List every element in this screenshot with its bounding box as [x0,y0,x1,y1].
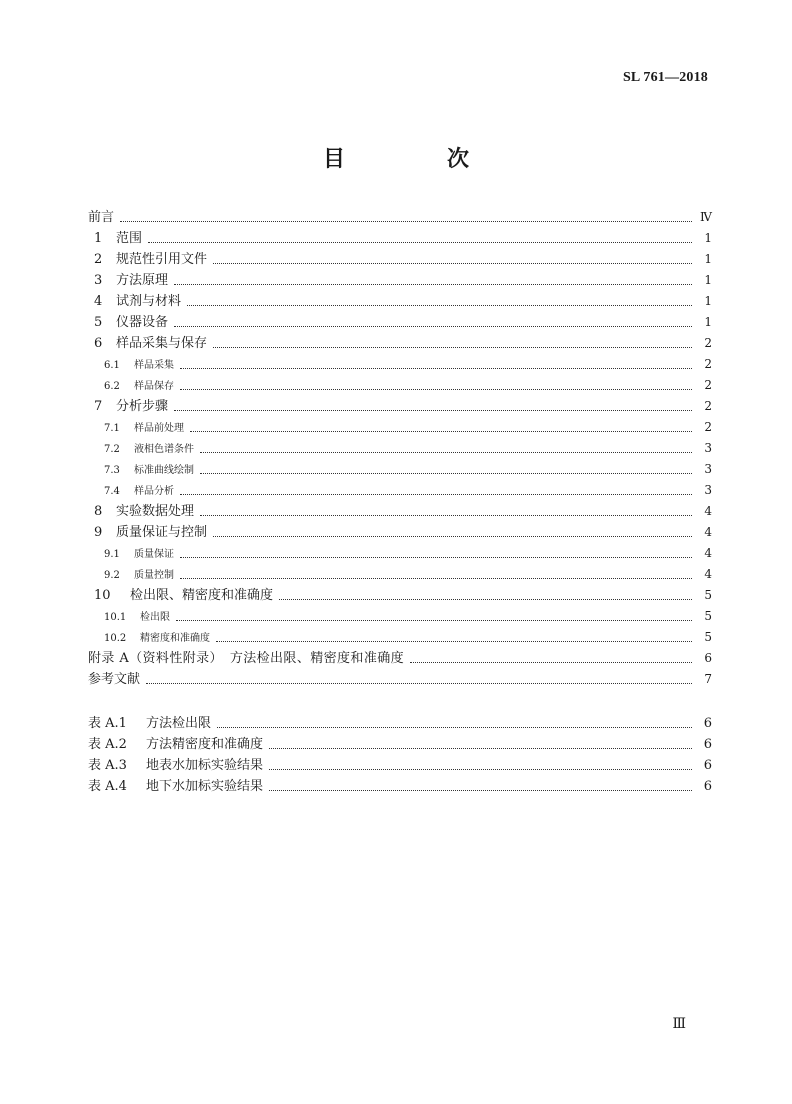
toc-entry-label: 附录 A（资料性附录） 方法检出限、精密度和准确度 [88,651,405,666]
toc-entry-7-2[interactable] [88,438,712,459]
table-entry-a4[interactable] [88,776,712,797]
table-entry-label: 方法检出限 [146,716,212,731]
toc-entry-page: 6 [704,651,712,665]
toc-entry-page: Ⅳ [700,210,712,224]
toc-entry-label: 质量保证 [134,549,174,560]
toc-entry-7-3[interactable] [88,459,712,480]
toc-entry-references[interactable] [88,669,712,690]
toc-entry-6-2[interactable] [88,375,712,396]
dot-leader [213,535,692,537]
toc-entry-number: 9.1 [104,549,120,560]
toc-entry-page: 1 [704,273,712,287]
toc-entry-page: 4 [704,546,712,560]
toc-entry-page: 4 [704,567,712,581]
toc-entry-number: 4 [94,294,103,309]
toc-entry-label: 规范性引用文件 [116,252,208,267]
dot-leader [217,726,692,728]
table-entry-label: 地表水加标实验结果 [146,758,264,773]
toc-entry-page: 3 [704,441,712,455]
toc-entry-label: 前言 [88,210,115,225]
toc-entry-number: 10 [94,588,111,603]
dot-leader [279,598,692,600]
toc-entry-10-2[interactable] [88,627,712,648]
table-entry-number: 表 A.2 [88,737,127,752]
toc-entry-label: 参考文献 [88,672,141,687]
table-entry-label: 方法精密度和准确度 [146,737,264,752]
toc-entry-label: 液相色谱条件 [134,444,194,455]
toc-entry-number: 10.1 [104,612,127,623]
dot-leader [269,747,692,749]
dot-leader [180,577,692,579]
toc-entry-number: 6 [94,336,103,351]
table-entry-label: 地下水加标实验结果 [146,779,264,794]
toc-entry-1[interactable] [88,228,712,249]
toc-entry-5[interactable] [88,312,712,333]
toc-entry-page: 3 [704,483,712,497]
toc-entry-page: 7 [704,672,712,686]
toc-entry-8[interactable] [88,501,712,522]
toc-entry-page: 2 [704,378,712,392]
dot-leader [200,451,692,453]
toc-entry-page: 3 [704,462,712,476]
toc-entry-9-1[interactable] [88,543,712,564]
dot-leader [213,262,692,264]
toc-entry-label: 范围 [116,231,143,246]
toc-entry-label: 方法原理 [116,273,169,288]
toc-entry-number: 8 [94,504,103,519]
toc-entry-number: 3 [94,273,103,288]
toc-entry-page: 1 [704,231,712,245]
toc-entry-number: 7.3 [104,465,120,476]
table-entry-a1[interactable] [88,713,712,734]
table-entry-page: 6 [703,737,712,752]
standard-code: SL 761—2018 [622,70,708,85]
toc-entry-label: 质量控制 [134,570,174,581]
toc-entry-label: 精密度和准确度 [140,633,210,644]
dot-leader [174,409,692,411]
toc-entry-label: 样品采集与保存 [116,336,208,351]
page-number: Ⅲ [672,1017,686,1032]
toc-entry-number: 10.2 [104,633,127,644]
list-of-tables [88,713,712,797]
toc-entry-number: 7.4 [104,486,120,497]
toc-entry-label: 质量保证与控制 [116,525,208,540]
toc-entry-page: 2 [704,420,712,434]
toc-entry-page: 1 [704,315,712,329]
table-entry-page: 6 [703,716,712,731]
dot-leader [187,304,692,306]
toc-entry-label: 样品保存 [134,381,174,392]
toc-entry-label: 实验数据处理 [116,504,195,519]
dot-leader [410,661,692,663]
dot-leader [176,619,692,621]
toc-entry-number: 5 [94,315,103,330]
toc-entry-foreword[interactable] [88,207,712,228]
toc-entry-6[interactable] [88,333,712,354]
dot-leader [180,388,692,390]
toc-entry-label: 试剂与材料 [116,294,182,309]
toc-entry-label: 样品采集 [134,360,174,371]
table-entry-number: 表 A.4 [88,779,127,794]
toc-entry-page: 2 [704,357,712,371]
toc-entry-page: 1 [704,294,712,308]
toc-entry-page: 2 [704,399,712,413]
toc-entry-label: 检出限、精密度和准确度 [130,588,274,603]
toc-entry-number: 6.2 [104,381,120,392]
toc-entry-9[interactable] [88,522,712,543]
table-entry-a3[interactable] [88,755,712,776]
dot-leader [174,283,692,285]
toc-entry-page: 5 [704,630,712,644]
dot-leader [148,241,692,243]
toc-entry-label: 样品分析 [134,486,174,497]
toc-entry-label: 样品前处理 [134,423,184,434]
toc-entry-page: 5 [704,609,712,623]
toc-entry-page: 5 [704,588,712,602]
dot-leader [216,640,692,642]
toc-entry-label: 分析步骤 [116,399,169,414]
toc-entry-label: 检出限 [140,612,170,623]
toc-entry-10-1[interactable] [88,606,712,627]
toc-entry-2[interactable] [88,249,712,270]
table-entry-a2[interactable] [88,734,712,755]
toc-entry-9-2[interactable] [88,564,712,585]
dot-leader [180,493,692,495]
dot-leader [180,367,692,369]
toc-entry-number: 9.2 [104,570,120,581]
dot-leader [200,472,692,474]
toc-entry-page: 2 [704,336,712,350]
table-entry-page: 6 [703,779,712,794]
toc-entry-number: 7.2 [104,444,120,455]
dot-leader [200,514,692,516]
dot-leader [180,556,692,558]
toc-entry-7-1[interactable] [88,417,712,438]
toc-entry-number: 7.1 [104,423,120,434]
toc-entry-label: 仪器设备 [116,315,169,330]
toc-entry-7-4[interactable] [88,480,712,501]
dot-leader [190,430,692,432]
toc-entry-number: 1 [94,231,103,246]
dot-leader [269,768,692,770]
toc-entry-6-1[interactable] [88,354,712,375]
table-entry-number: 表 A.3 [88,758,127,773]
toc-entry-number: 6.1 [104,360,120,371]
toc-entry-page: 1 [704,252,712,266]
toc-entry-10[interactable] [88,585,712,606]
toc-entry-page: 4 [704,525,712,539]
toc-entry-label: 标准曲线绘制 [134,465,194,476]
dot-leader [174,325,692,327]
dot-leader [146,682,692,684]
table-of-contents [88,207,712,690]
toc-entry-page: 4 [704,504,712,518]
table-entry-page: 6 [703,758,712,773]
toc-entry-7[interactable] [88,396,712,417]
toc-entry-number: 9 [94,525,103,540]
toc-entry-number: 2 [94,252,103,267]
dot-leader [213,346,692,348]
dot-leader [269,789,692,791]
toc-entry-4[interactable] [88,291,712,312]
page-title: 目 次 [322,147,509,172]
dot-leader [120,220,692,222]
toc-entry-appendix-a[interactable] [88,648,712,669]
toc-entry-3[interactable] [88,270,712,291]
table-entry-number: 表 A.1 [88,716,127,731]
toc-entry-number: 7 [94,399,103,414]
